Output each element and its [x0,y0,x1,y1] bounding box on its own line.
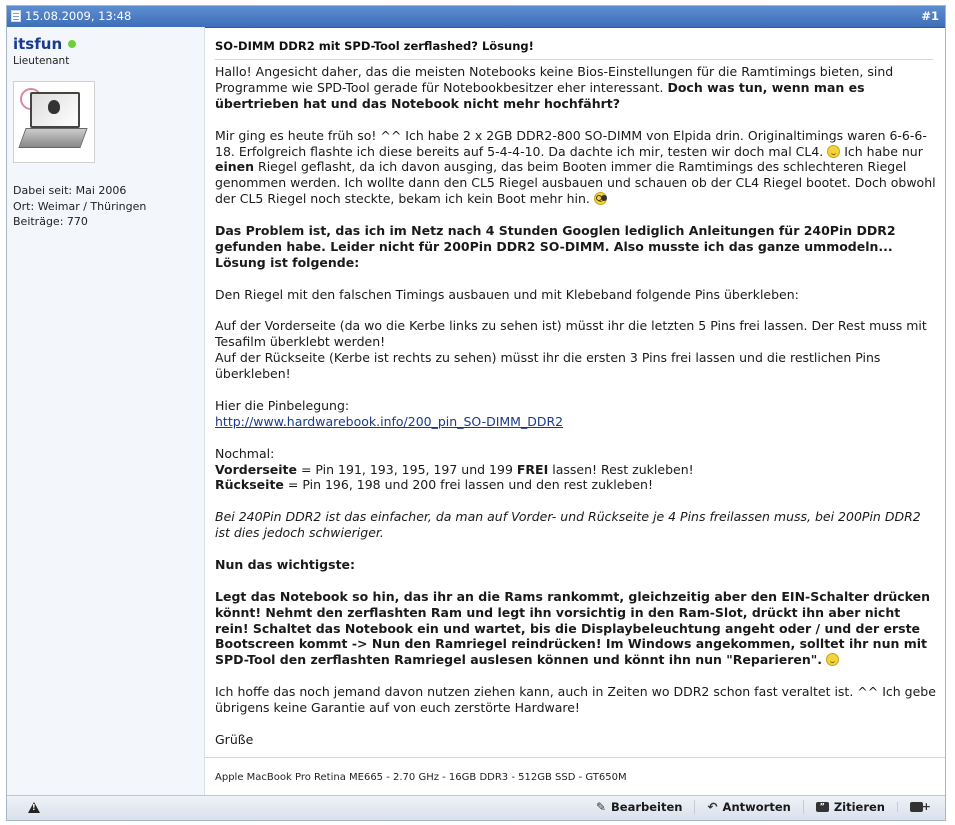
reply-label: Antworten [722,800,791,814]
avatar[interactable] [13,81,95,163]
post-date [11,9,131,23]
quote-label: Zitieren [833,800,885,814]
user-info-panel [7,27,205,796]
paragraph-closing: Ich hoffe das noch jemand davon nutzen ziehen kann, auch in Zeiten wo DDR2 schon fast veraltet ist. ^^ Ich gebe übrigens keine Garantie auf von euch zerstörte Hardware! [215,684,936,716]
post-actions [584,800,935,814]
post-title: SO-DIMM DDR2 mit SPD-Tool zerflashed? Lösung! [215,39,933,60]
text: Ich habe nur [840,143,923,159]
pinout-link[interactable]: http://www.hardwarebook.info/200_pin_SO-DIMM_DDR2 [215,413,564,429]
paragraph-problem [215,223,937,271]
bold-text: Legt das Notebook so hin, das ihr an die Rams rankommt, gleichzeitig aber den EIN-Schalter drücken könnt! Nehmt den zerflashten Ram und legt ihn vorsichtig in den Ram-Slot, drückt ihn aber nicht rein! Schaltet das Notebook ein und wartet, bis die Displaybeleuchtung angeht oder / und der erste Bootscreen kommt -> Nun den Ramriegel reindrücken! Im Windows angekommen, solltet ihr nun mit SPD-Tool den zerflashten Ramriegel auslesen können und könnt ihn nun "Reparieren". [215,588,931,668]
text: Auf der Vorderseite (da wo die Kerbe links zu sehen ist) müsst ihr die letzten 5 Pins frei lassen. Der Rest muss mit Tesafilm überklebt werden! [215,318,927,350]
paragraph-story [215,128,937,208]
text: Nochmal: [215,445,275,461]
reply-button[interactable] [694,800,802,814]
post-message [215,64,937,764]
post-content [205,27,945,796]
laptop-base-icon [18,128,87,148]
report-warning-icon[interactable] [28,802,40,813]
user-location: Ort: Weimar / Thüringen [13,199,147,213]
text: lassen! Rest zukleben! [548,461,694,477]
multiquote-plus-icon [910,802,923,812]
paragraph-summary [215,446,937,494]
username-link[interactable] [13,35,76,53]
text: Hier die Pinbelegung: [215,397,350,413]
edit-button[interactable] [584,800,695,814]
text: Hallo! Angesicht daher, das die meisten Notebooks keine Bios-Einstellungen für die Ramtimings bieten, sind Programme wie SPD-Tool gerade für Notebookbesitzer eher interessant. [215,64,894,95]
smile-icon [827,145,840,158]
bold-text: Das Problem ist, das ich im Netz nach 4 Stunden Googlen lediglich Anleitungen für 240Pin DDR2 gefunden habe. Leider nicht für 200Pin DDR2 SO-DIMM. Also musste ich das ganze ummodeln... Lösung ist folgende: [215,223,896,270]
post-header [7,6,945,28]
username: itsfun [13,35,63,53]
paragraph-steps [215,589,937,669]
user-post-count: Beiträge: 770 [13,215,88,228]
online-status-icon [68,40,76,48]
paragraph-greeting: Grüße [215,731,254,747]
text: Mir ging es heute früh so! ^^ Ich habe 2 x 2GB DDR2-800 SO-DIMM von Elpida drin. Originaltimings waren 6-6-6-18. Erfolgreich flashte ich diese bereits auf 5-4-4-10. Da dachte ich mir, testen wir doch mal CL4. [215,127,927,159]
signature: Apple MacBook Pro Retina ME665 - 2.70 GHz - 16GB DDR3 - 512GB SSD - GT650M [205,757,945,783]
text: Riegel geflasht, da ich davon ausging, das beim Booten immer die Ramtimings des schlechteren Riegel genommen werden. Ich wollte dann den CL5 Riegel ausbauen und schauen ob der CL4 Riegel bootet. Doch obwohl der CL5 Riegel noch steckte, bekam ich kein Boot mehr hin. [215,159,936,207]
text: Auf der Rückseite (Kerbe ist rechts zu sehen) müsst ihr die ersten 3 Pins frei lassen und die restlichen Pins überkleben! [215,350,881,382]
post-number-link[interactable]: #1 [921,9,939,23]
forum-post [6,5,946,821]
bold-text: einen [215,159,255,175]
text: = Pin 196, 198 und 200 frei lassen und den rest zukleben! [283,477,653,493]
reply-arrow-icon: ↶ [707,800,718,814]
paragraph-sides [215,318,937,382]
smile-icon [826,653,839,666]
confused-smiley-icon [594,192,607,205]
edit-label: Bearbeiten [611,800,683,814]
paragraph-instruction: Den Riegel mit den falschen Timings ausbauen und mit Klebeband folgende Pins überkleben: [215,286,799,302]
paragraph-intro [215,64,937,112]
quote-icon: ” [816,802,829,812]
bold-text: FREI [516,461,549,477]
apple-logo-icon [48,100,60,114]
bold-text: Rückseite [215,477,284,493]
bold-text: Doch was tun, wenn man es übertrieben hat und das Notebook nicht mehr hochfährt? [215,79,865,111]
bold-text: Nun das wichtigste: [215,556,356,572]
user-rank: Lieutenant [13,55,70,67]
pencil-icon: ✎ [595,800,607,814]
paragraph-pinout [215,398,937,430]
user-joined: Dabei seit: Mai 2006 [13,184,127,197]
bold-text: Vorderseite [215,461,297,477]
paragraph-note [215,509,937,541]
user-stats [13,183,204,230]
multiquote-button[interactable] [897,802,935,812]
post-date-text: 15.08.2009, 13:48 [25,9,132,23]
text: = Pin 191, 193, 195, 197 und 199 [297,461,517,477]
italic-text: Bei 240Pin DDR2 ist das einfacher, da man auf Vorder- und Rückseite je 4 Pins freilassen muss, bei 200Pin DDR2 ist dies jedoch schwieriger. [215,509,921,541]
quote-button[interactable] [803,800,897,814]
post-icon [11,10,21,22]
paragraph-heading [215,557,937,573]
post-footer [7,795,945,820]
